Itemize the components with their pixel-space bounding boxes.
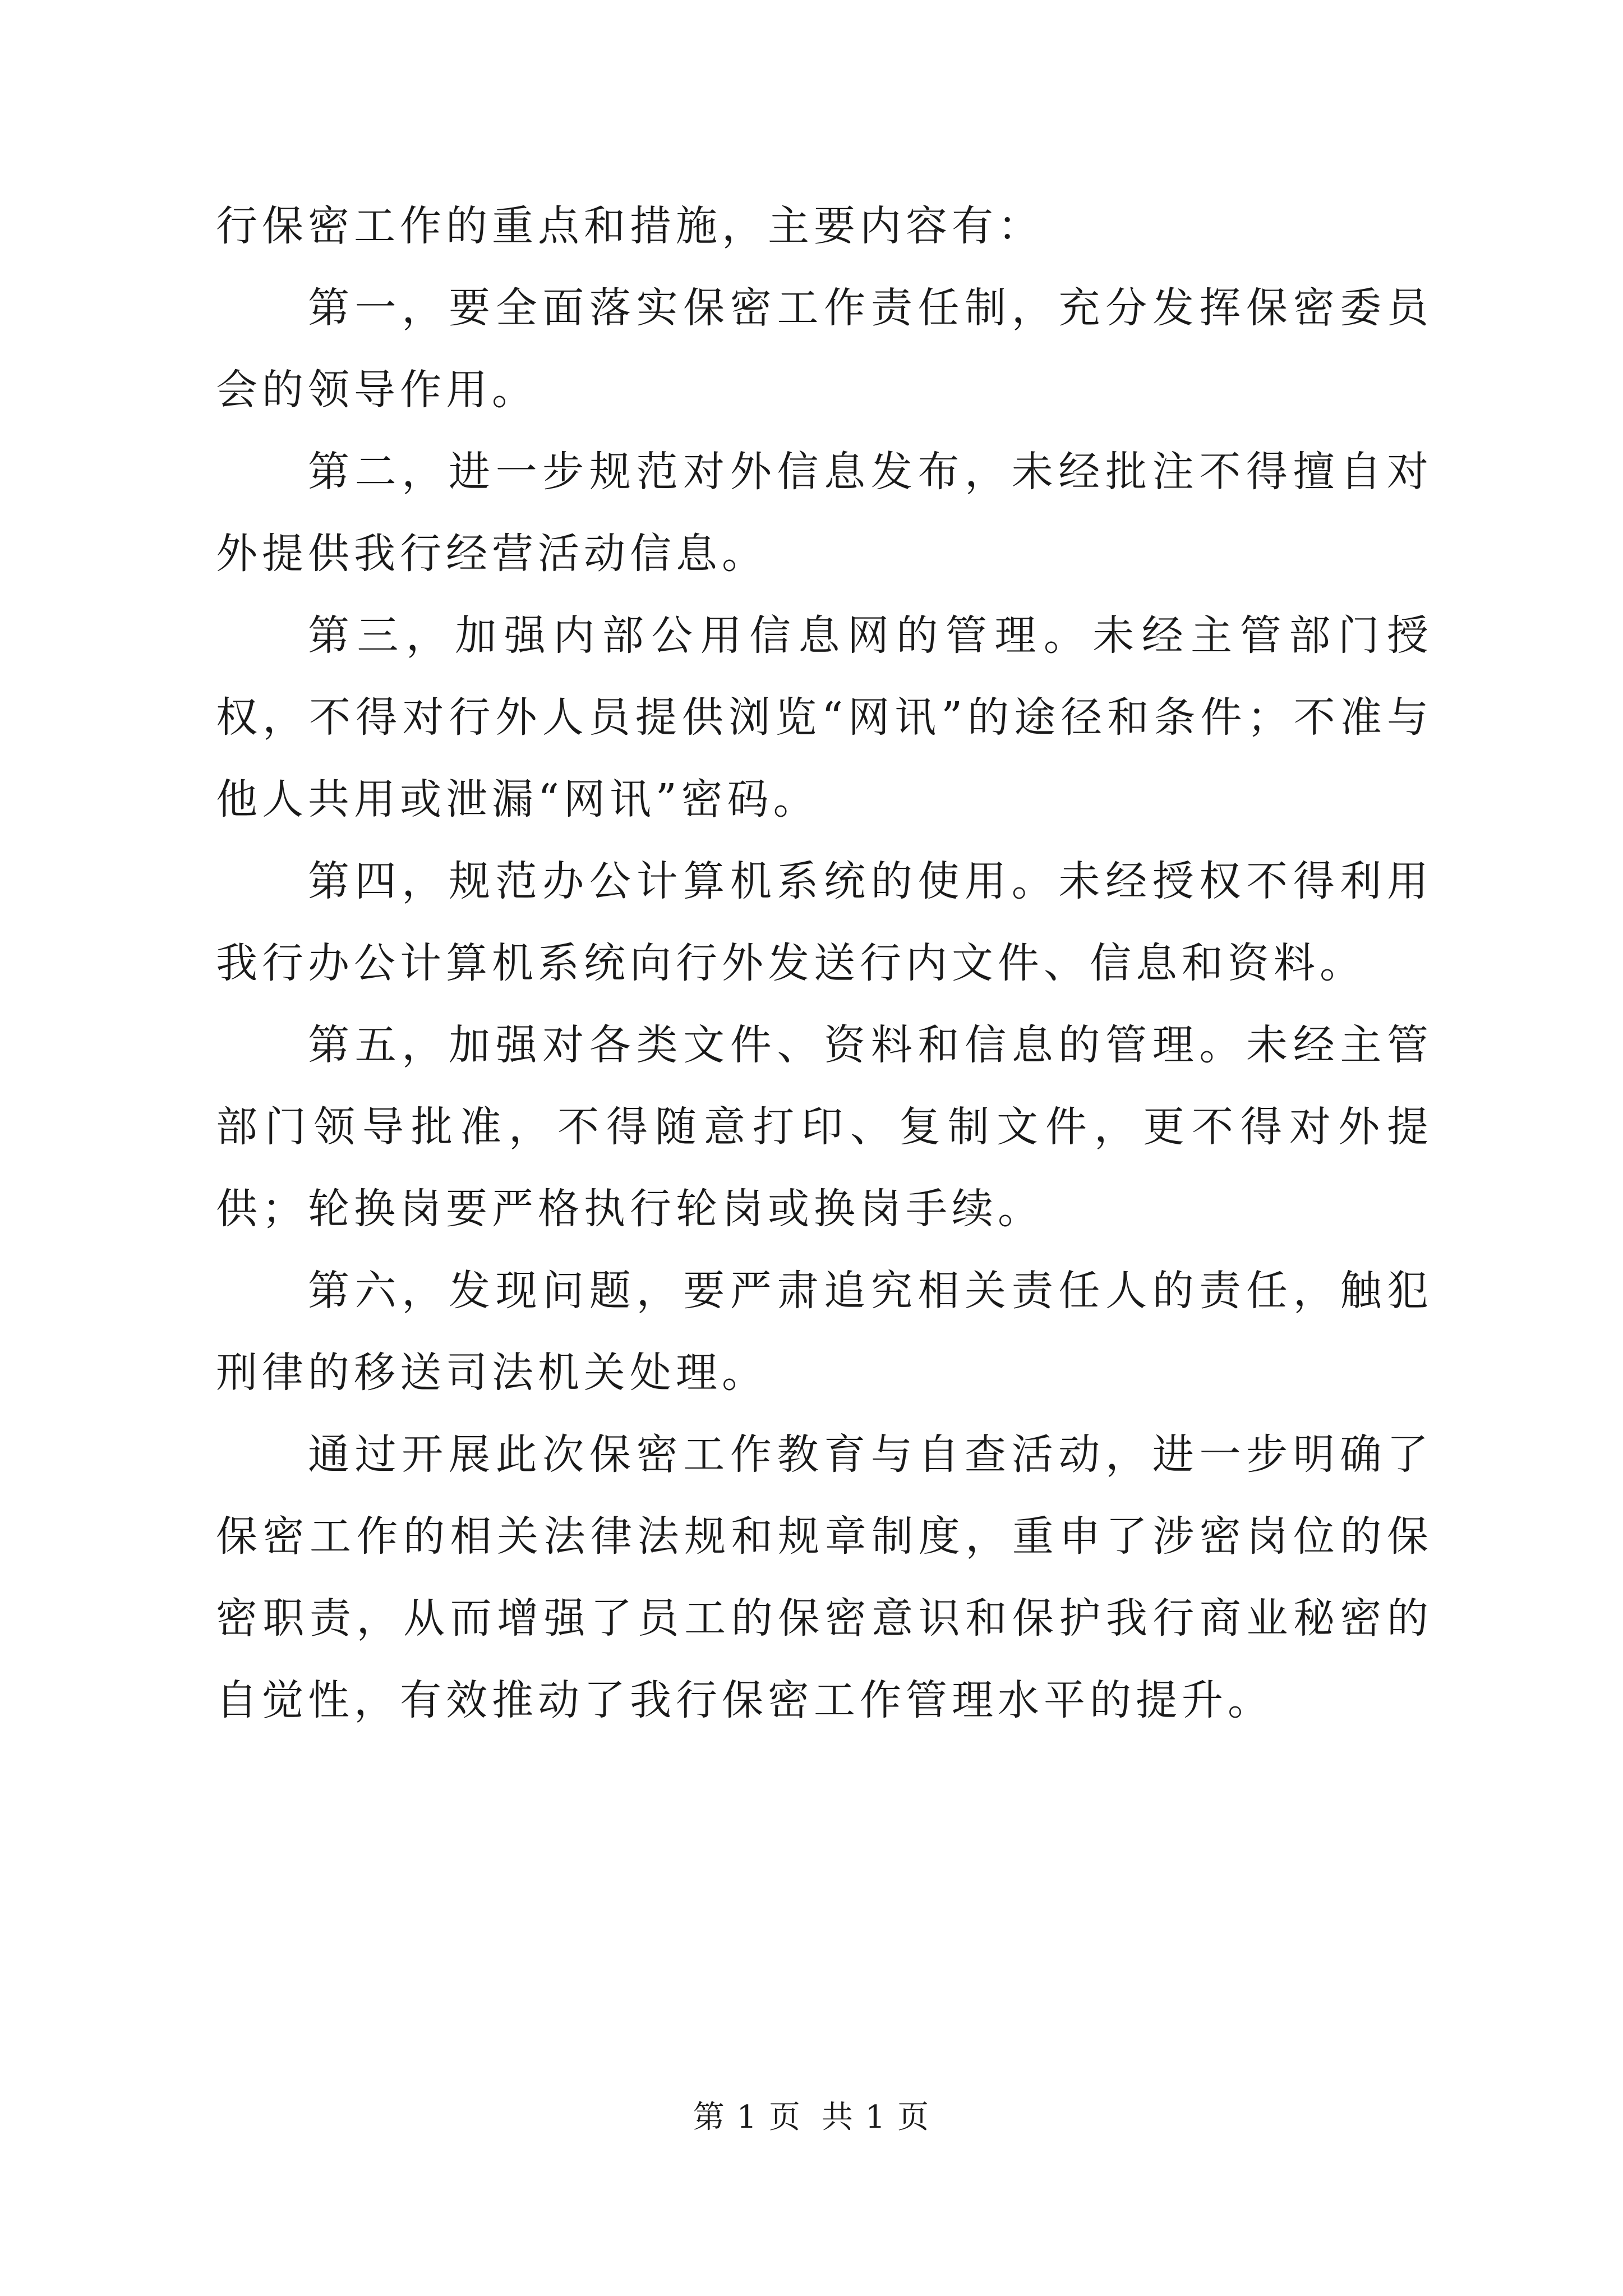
paragraph-item-5: 第五，加强对各类文件、资料和信息的管理。未经主管部门领导批准，不得随意打印、复制文件，更不得对外提供；轮换岗要严格执行轮岗或换岗手续。 [216, 1021, 1433, 1233]
paragraph-intro-continuation: 行保密工作的重点和措施，主要内容有： [216, 202, 1044, 250]
paragraph-conclusion: 通过开展此次保密工作教育与自查活动，进一步明确了保密工作的相关法律法规和规章制度，重申了涉密岗位的保密职责，从而增强了员工的保密意识和保护我行商业秘密的自觉性，有效推动了我行保密工作管理水平的提升。 [216, 1430, 1433, 1724]
paragraph-item-4: 第四，规范办公计算机系统的使用。未经授权不得利用我行办公计算机系统向行外发送行内文件、信息和资料。 [216, 857, 1433, 987]
page-number-label: 第 1 页 [693, 2099, 801, 2136]
paragraph-item-6: 第六，发现问题，要严肃追究相关责任人的责任，触犯刑律的移送司法机关处理。 [216, 1267, 1433, 1397]
paragraph-item-1: 第一，要全面落实保密工作责任制，充分发挥保密委员会的领导作用。 [216, 284, 1433, 414]
paragraph-item-2: 第二，进一步规范对外信息发布，未经批注不得擅自对外提供我行经营活动信息。 [216, 448, 1433, 578]
document-body [216, 185, 1433, 1741]
paragraph-item-3: 第三，加强内部公用信息网的管理。未经主管部门授权，不得对行外人员提供浏览“网讯”的途径和条件；不准与他人共用或泄漏“网讯”密码。 [216, 611, 1433, 823]
page-footer [0, 2095, 1623, 2140]
total-pages-label: 共 1 页 [822, 2099, 930, 2136]
